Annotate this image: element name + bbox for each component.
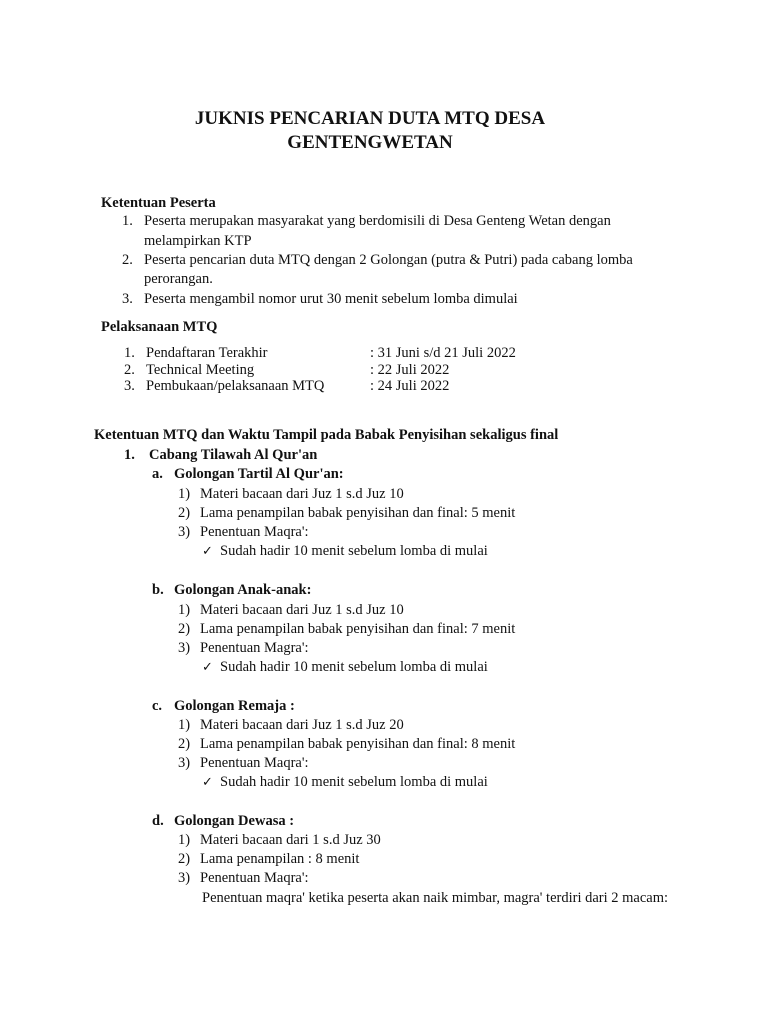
list-number: 3. xyxy=(124,378,135,394)
golongan-c-item-2 xyxy=(178,735,515,754)
golongan-label: Golongan Remaja : xyxy=(174,698,295,714)
peserta-item-1 xyxy=(122,212,611,231)
golongan-d-item-1 xyxy=(178,831,381,850)
golongan-d-item-3 xyxy=(178,869,309,888)
list-text: Lama penampilan babak penyisihan dan final: 8 menit xyxy=(200,736,516,752)
list-text: Lama penampilan babak penyisihan dan final: 7 menit xyxy=(200,621,516,637)
list-text: Materi bacaan dari Juz 1 s.d Juz 20 xyxy=(200,717,404,733)
check-text: Sudah hadir 10 menit sebelum lomba di mulai xyxy=(220,774,488,790)
cabang-heading xyxy=(124,446,317,465)
golongan-d-note: Penentuan maqra' ketika peserta akan naik mimbar, magra' terdiri dari 2 macam: xyxy=(202,890,669,906)
cabang-label: Cabang Tilawah Al Qur'an xyxy=(149,447,318,463)
golongan-a-check xyxy=(202,542,488,561)
list-text: Peserta mengambil nomor urut 30 menit sebelum lomba dimulai xyxy=(144,291,518,307)
golongan-d-item-2 xyxy=(178,850,359,869)
peserta-item-1-cont: melampirkan KTP xyxy=(144,233,252,249)
row-label: Pembukaan/pelaksanaan MTQ xyxy=(146,378,325,394)
check-text: Sudah hadir 10 menit sebelum lomba di mulai xyxy=(220,659,488,675)
golongan-letter: d. xyxy=(152,813,164,829)
list-marker: 2) xyxy=(178,851,191,867)
golongan-letter: b. xyxy=(152,582,164,598)
check-text: Sudah hadir 10 menit sebelum lomba di mulai xyxy=(220,543,488,559)
check-icon: ✓ xyxy=(202,775,213,790)
golongan-c-check xyxy=(202,773,488,792)
golongan-b-item-2 xyxy=(178,620,515,639)
check-icon: ✓ xyxy=(202,544,213,559)
list-text: Penentuan Maqra': xyxy=(200,870,309,886)
list-marker: 1) xyxy=(178,486,191,502)
golongan-label: Golongan Tartil Al Qur'an: xyxy=(174,466,344,482)
document-title xyxy=(120,107,620,155)
pelaksanaan-value-1: : 31 Juni s/d 21 Juli 2022 xyxy=(370,345,516,361)
golongan-letter: a. xyxy=(152,466,163,482)
list-text: Penentuan Magra': xyxy=(200,640,309,656)
list-text: Materi bacaan dari Juz 1 s.d Juz 10 xyxy=(200,602,404,618)
list-number: 1. xyxy=(122,213,133,229)
peserta-item-2-cont: perorangan. xyxy=(144,271,213,287)
list-text: Peserta pencarian duta MTQ dengan 2 Golongan (putra & Putri) pada cabang lomba xyxy=(144,252,633,268)
pelaksanaan-row-3 xyxy=(124,377,324,396)
list-marker: 1) xyxy=(178,602,191,618)
golongan-c-item-3 xyxy=(178,754,309,773)
list-marker: 3) xyxy=(178,640,191,656)
golongan-heading-c xyxy=(152,697,295,716)
row-label: Technical Meeting xyxy=(146,362,255,378)
list-text: Peserta merupakan masyarakat yang berdomisili di Desa Genteng Wetan dengan xyxy=(144,213,611,229)
list-number: 1. xyxy=(124,345,135,361)
section-heading-pelaksanaan: Pelaksanaan MTQ xyxy=(101,319,218,335)
list-text: Lama penampilan : 8 menit xyxy=(200,851,360,867)
golongan-a-item-2 xyxy=(178,504,515,523)
list-marker: 2) xyxy=(178,505,191,521)
list-marker: 3) xyxy=(178,870,191,886)
list-marker: 3) xyxy=(178,755,191,771)
golongan-heading-b xyxy=(152,581,311,600)
list-number: 3. xyxy=(122,291,133,307)
check-icon: ✓ xyxy=(202,660,213,675)
golongan-heading-d xyxy=(152,812,294,831)
list-text: Lama penampilan babak penyisihan dan final: 5 menit xyxy=(200,505,516,521)
golongan-label: Golongan Anak-anak: xyxy=(174,582,312,598)
list-marker: 1) xyxy=(178,832,191,848)
pelaksanaan-value-2: : 22 Juli 2022 xyxy=(370,362,450,378)
list-marker: 1) xyxy=(178,717,191,733)
list-marker: 2) xyxy=(178,621,191,637)
golongan-letter: c. xyxy=(152,698,163,714)
list-number: 2. xyxy=(122,252,133,268)
cabang-number: 1. xyxy=(124,447,135,463)
golongan-b-check xyxy=(202,658,488,677)
peserta-item-2 xyxy=(122,251,633,270)
title-line-2: GENTENGWETAN xyxy=(287,132,453,153)
golongan-a-item-1 xyxy=(178,485,404,504)
peserta-item-3 xyxy=(122,290,518,309)
list-text: Materi bacaan dari 1 s.d Juz 30 xyxy=(200,832,381,848)
title-line-1: JUKNIS PENCARIAN DUTA MTQ DESA xyxy=(194,108,546,129)
section-heading-ketentuan: Ketentuan MTQ dan Waktu Tampil pada Babak Penyisihan sekaligus final xyxy=(94,427,559,443)
golongan-a-item-3 xyxy=(178,523,309,542)
list-marker: 3) xyxy=(178,524,191,540)
section-heading-peserta: Ketentuan Peserta xyxy=(101,195,216,211)
golongan-label: Golongan Dewasa : xyxy=(174,813,295,829)
list-text: Penentuan Maqra': xyxy=(200,524,309,540)
golongan-b-item-1 xyxy=(178,601,404,620)
list-number: 2. xyxy=(124,362,135,378)
golongan-heading-a xyxy=(152,465,344,484)
pelaksanaan-value-3: : 24 Juli 2022 xyxy=(370,378,450,394)
list-text: Penentuan Maqra': xyxy=(200,755,309,771)
list-text: Materi bacaan dari Juz 1 s.d Juz 10 xyxy=(200,486,404,502)
row-label: Pendaftaran Terakhir xyxy=(146,345,268,361)
golongan-b-item-3 xyxy=(178,639,309,658)
golongan-c-item-1 xyxy=(178,716,404,735)
list-marker: 2) xyxy=(178,736,191,752)
